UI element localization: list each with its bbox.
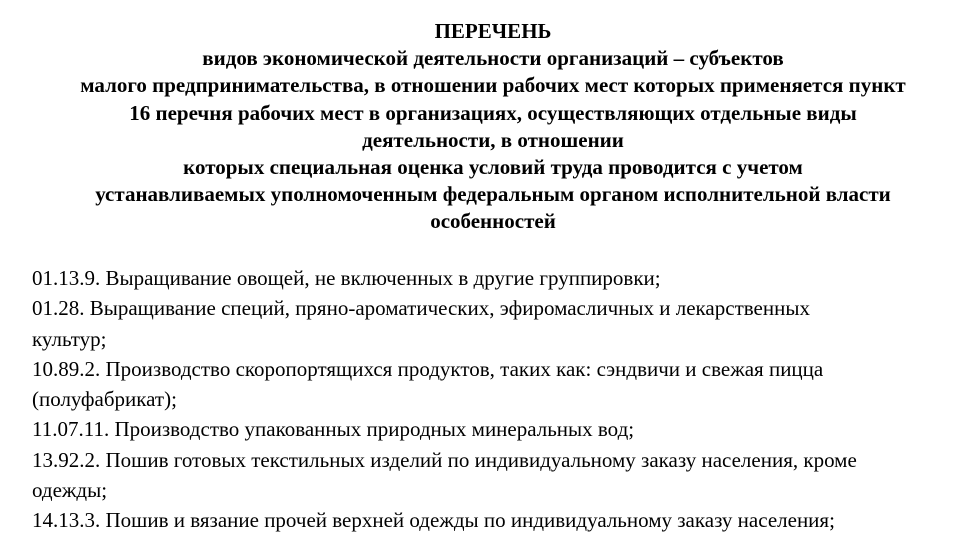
heading-line: деятельности, в отношении (362, 127, 624, 152)
heading-line: особенностей (430, 209, 556, 234)
heading-line: видов экономической деятельности организаций – субъектов (202, 46, 784, 71)
list-item-11-07-11: 11.07.11. Производство упакованных природных минеральных вод; (32, 417, 635, 442)
heading-line: малого предпринимательства, в отношении рабочих мест которых применяется пункт (80, 73, 906, 98)
heading-line: которых специальная оценка условий труда проводится с учетом (183, 155, 803, 180)
list-item-01-13-9: 01.13.9. Выращивание овощей, не включенных в другие группировки; (32, 266, 661, 290)
list-item-13-92-2: 13.92.2. Пошив готовых текстильных изделий по индивидуальному заказу населения, кроме (32, 447, 857, 472)
list-item-01-28: 01.28. Выращивание специй, пряно-ароматических, эфиромасличных и лекарственных (32, 296, 810, 321)
heading-title: ПЕРЕЧЕНЬ (434, 19, 552, 43)
list-item-01-28-continued: культур; (32, 326, 107, 351)
list-item-14-13-3: 14.13.3. Пошив и вязание прочей верхней одежды по индивидуальному заказу населения; (32, 508, 835, 533)
list-item-10-89-2: 10.89.2. Производство скоропортящихся продуктов, таких как: сэндвичи и свежая пицца (32, 356, 824, 381)
list-item-10-89-2-continued: (полуфабрикат); (32, 387, 177, 412)
heading-line: 16 перечня рабочих мест в организациях, осуществляющих отдельные виды (129, 100, 857, 125)
document-heading (20, 18, 966, 236)
heading-line: устанавливаемых уполномоченным федеральным органом исполнительной власти (95, 182, 891, 207)
activity-list (32, 263, 952, 536)
list-item-13-92-2-continued: одежды; (32, 478, 108, 503)
